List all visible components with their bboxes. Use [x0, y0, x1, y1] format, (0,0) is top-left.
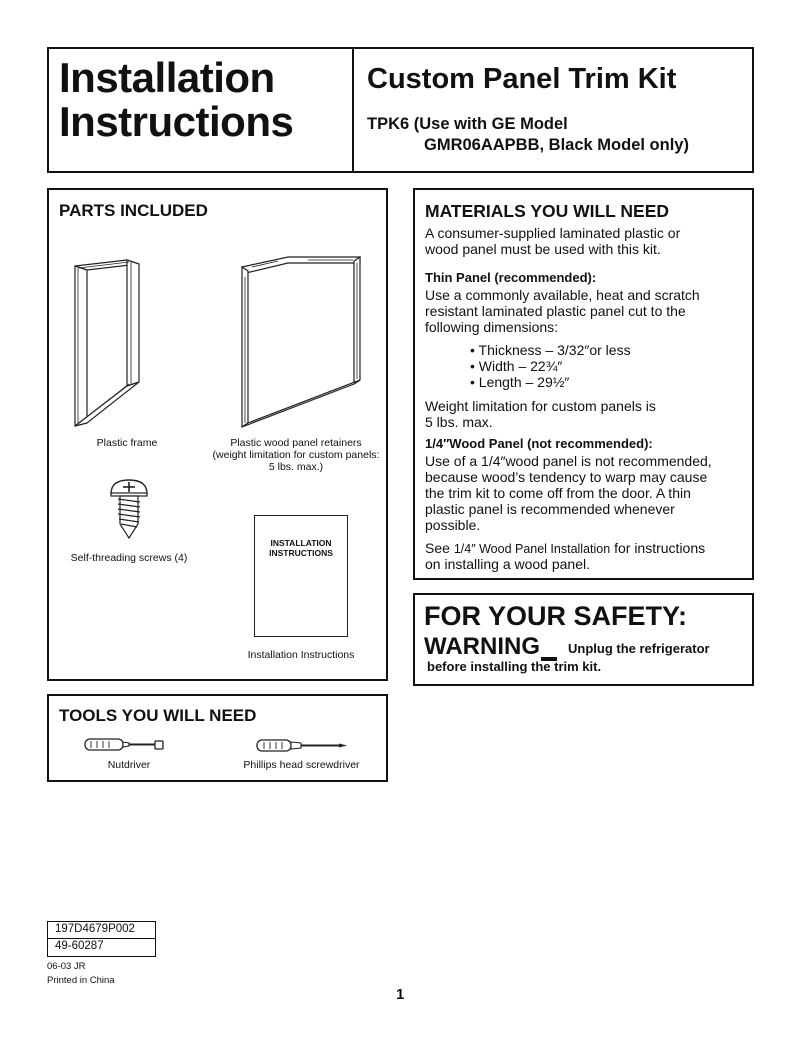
printed-in: Printed in China [47, 975, 115, 986]
wood-panel-line2: because wood’s tendency to warp may cause [425, 469, 708, 485]
weight-line2: 5 lbs. max. [425, 414, 493, 430]
instructions-booklet-illustration [254, 515, 348, 637]
see-suffix: for instructions [610, 540, 706, 556]
part-number-divider [48, 938, 155, 939]
part-number-box [47, 921, 156, 957]
warning-line2: before installing the trim kit. [427, 659, 602, 674]
bullet-length: • Length – 29½″ [470, 374, 570, 390]
wood-panel-line5: possible. [425, 517, 481, 533]
date-code: 06-03 JR [47, 961, 86, 972]
page-title-line2: Instructions [59, 98, 294, 145]
thin-panel-heading: Thin Panel (recommended): [425, 270, 597, 285]
tools-box [47, 694, 388, 782]
see-prefix: See [425, 540, 454, 556]
parts-included-box [47, 188, 388, 681]
header-divider [352, 49, 354, 171]
see-reference-line1 [425, 540, 705, 557]
nutdriver-icon [83, 736, 167, 754]
materials-heading: MATERIALS YOU WILL NEED [425, 201, 670, 221]
materials-intro-line1: A consumer-supplied laminated plastic or [425, 225, 681, 241]
thin-panel-line2: resistant laminated plastic panel cut to the [425, 303, 686, 319]
tools-heading: TOOLS YOU WILL NEED [59, 706, 257, 725]
see-reference-title: 1/4″ Wood Panel Installation [453, 542, 611, 556]
wood-panel-line3: the trim kit to come off from the door. A thin [425, 485, 691, 501]
wood-panel-line4: plastic panel is recommended whenever [425, 501, 675, 517]
warning-line1: Unplug the refrigerator [568, 641, 710, 656]
booklet-title-line2: INSTRUCTIONS [269, 548, 333, 558]
page-title-line1: Installation [59, 54, 275, 101]
see-reference-line2: on installing a wood panel. [425, 556, 591, 572]
retainers-caption-line3: 5 lbs. max.) [268, 461, 324, 473]
warning-word: WARNING [424, 633, 540, 660]
booklet-title-line1: INSTALLATION [270, 538, 332, 548]
retainers-caption-line1: Plastic wood panel retainers [230, 437, 362, 449]
screws-caption: Self-threading screws (4) [70, 552, 188, 564]
phillips-screwdriver-icon [255, 737, 351, 755]
doc-number: 49-60287 [55, 940, 104, 952]
materials-intro-line2: wood panel must be used with this kit. [425, 241, 661, 257]
plastic-frame-caption: Plastic frame [96, 437, 158, 449]
screw-icon [107, 478, 151, 540]
page-number: 1 [396, 986, 405, 1003]
part-number: 197D4679P002 [55, 923, 135, 935]
thin-panel-line3: following dimensions: [425, 319, 559, 335]
header-box [47, 47, 754, 173]
wood-panel-line1: Use of a 1/4″wood panel is not recommended, [425, 453, 712, 469]
materials-box [413, 188, 754, 580]
panel-retainers-illustration [238, 255, 368, 430]
safety-heading: FOR YOUR SAFETY: [424, 601, 688, 631]
model-line2: GMR06AAPBB, Black Model only) [424, 136, 689, 154]
phillips-caption: Phillips head screwdriver [243, 759, 360, 771]
thin-panel-line1: Use a commonly available, heat and scratch [425, 287, 700, 303]
kit-title: Custom Panel Trim Kit [367, 63, 677, 95]
bullet-thickness: • Thickness – 3/32″or less [470, 342, 631, 358]
bullet-width: • Width – 22¾″ [470, 358, 563, 374]
instructions-caption: Installation Instructions [247, 649, 355, 661]
wood-panel-heading: 1/4″Wood Panel (not recommended): [425, 436, 653, 451]
retainers-caption-line2: (weight limitation for custom panels: [212, 449, 380, 461]
parts-heading: PARTS INCLUDED [59, 201, 208, 220]
plastic-frame-illustration [69, 258, 141, 430]
safety-box [413, 593, 754, 686]
nutdriver-caption: Nutdriver [107, 759, 151, 771]
model-line1: TPK6 (Use with GE Model [367, 115, 568, 133]
weight-line1: Weight limitation for custom panels is [425, 398, 656, 414]
